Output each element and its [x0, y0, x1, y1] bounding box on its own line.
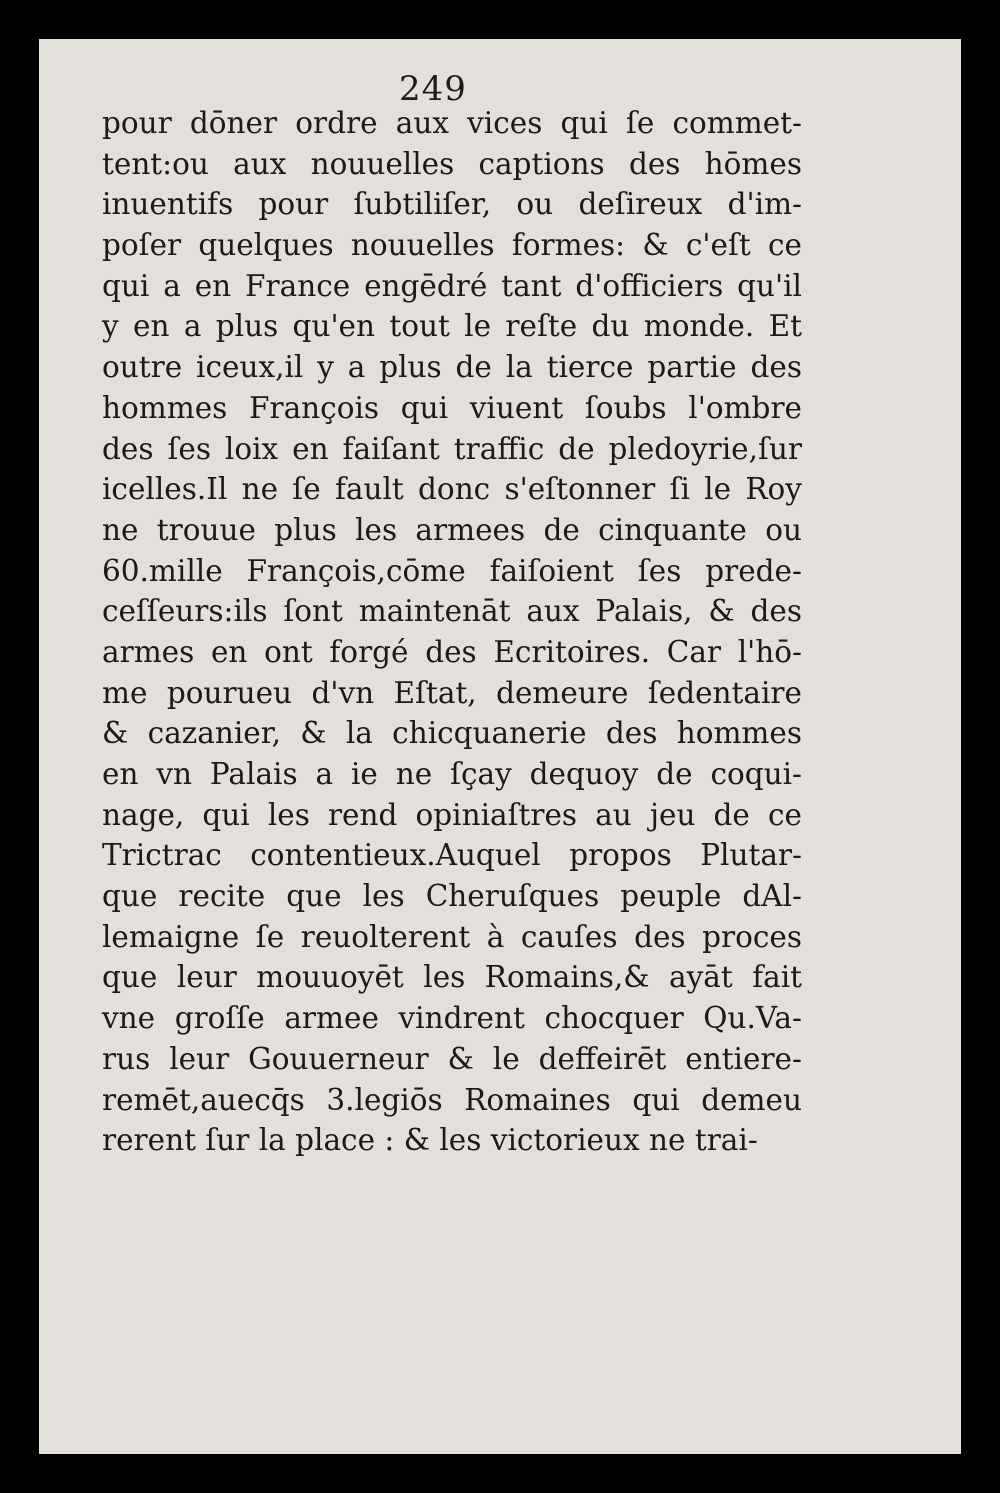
text-line: hommes François qui viuent ſoubs l'ombre — [102, 390, 803, 425]
text-line: me pourueu d'vn Eſtat, demeure ſedentaire — [102, 675, 802, 710]
text-line: ceſſeurs:ils ſont maintenāt aux Palais, & des — [102, 594, 802, 629]
text-line: outre iceux,il y a plus de la tierce partie des — [102, 350, 802, 385]
text-line: poſer quelques nouuelles formes: & c'eſt ce — [102, 228, 802, 263]
text-line: remēt,auecq̄s 3.legiōs Romaines qui demeu — [102, 1082, 802, 1117]
text-line: vne groſſe armee vindrent chocquer Qu.Va- — [102, 1001, 802, 1036]
text-line: qui a en France engēdré tant d'officiers qu'il — [102, 268, 802, 303]
text-line: inuentifs pour ſubtiliſer, ou deſireux d'im- — [102, 187, 803, 222]
page-number: 249 — [399, 69, 467, 109]
text-line: rerent ſur la place : & les victorieux ne trai- — [102, 1123, 758, 1158]
text-line: Trictrac contentieux.Auquel propos Plutar- — [102, 838, 802, 873]
text-line: tent:ou aux nouuelles captions des hōmes — [102, 146, 803, 181]
text-line: rus leur Gouuerneur & le deffeirēt entiere- — [102, 1041, 802, 1076]
text-line: que recite que les Cheruſques peuple dAl- — [102, 879, 803, 914]
text-line: nage, qui les rend opiniaſtres au jeu de ce — [102, 797, 802, 832]
text-line: icelles.Il ne ſe fault donc s'eſtonner ſi le Roy — [102, 472, 802, 507]
text-line: pour dōner ordre aux vices qui ſe commet- — [102, 106, 803, 140]
text-line: & cazanier, & la chicquanerie des hommes — [102, 716, 802, 751]
text-line: ne trouue plus les armees de cinquante ou — [102, 512, 802, 547]
body-text — [102, 103, 802, 1161]
text-line: 60.mille François,cōme faiſoient ſes prede- — [102, 553, 802, 588]
text-line: lemaigne ſe reuolterent à cauſes des proces — [102, 919, 802, 954]
book-page — [39, 39, 961, 1454]
text-line: des ſes loix en faiſant traffic de pledoyrie,ſur — [102, 431, 803, 466]
text-line: que leur mouuoyēt les Romains,& ayāt fait — [102, 960, 802, 995]
text-line: en vn Palais a ie ne ſçay dequoy de coqui- — [102, 757, 803, 791]
text-line: armes en ont forgé des Ecritoires. Car l'hō- — [102, 634, 802, 669]
text-line: y en a plus qu'en tout le reſte du monde. Et — [102, 309, 802, 344]
